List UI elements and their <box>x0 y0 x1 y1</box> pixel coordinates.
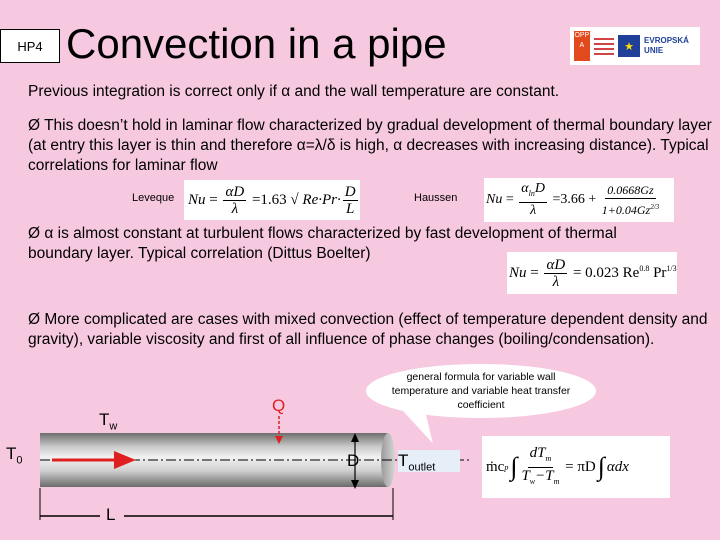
sponsor-logo <box>570 27 700 65</box>
wall-temperature-subscript: w <box>109 420 118 433</box>
bullet-turbulent: Ø α is almost constant at turbulent flows characterized by fast development of thermal boundary layer. Typical correlation (Dittus Boelter) <box>28 225 617 262</box>
heat-flow-label: Q <box>272 396 286 415</box>
slide-tag <box>0 29 60 63</box>
outlet-temperature-subscript: outlet <box>408 461 436 474</box>
inlet-temperature-label <box>6 444 23 466</box>
eu-flag-icon: ★ <box>618 35 640 57</box>
general-integral-formula: ṁc p ∫ $\frac{dT_m}{T_w-T_m}$ = πD ∫ αdx <box>482 436 670 498</box>
diameter-arrow-down-icon <box>351 480 359 489</box>
outlet-temperature-label <box>398 450 460 472</box>
intro-text: Previous integration is correct only if α and the wall temperature are constant. <box>28 83 560 100</box>
leveque-formula: Nu = $\frac{\alpha D}{\lambda}$ =1.63 √ Re·Pr· $\frac{D}{L}$ <box>184 180 360 220</box>
opp-lines-icon <box>594 38 614 55</box>
length-label: L <box>106 505 116 524</box>
callout-text: general formula for variable wall temperature and variable heat transfer coefficient <box>391 371 571 411</box>
diameter-label: D <box>347 451 360 470</box>
inlet-temperature-subscript: 0 <box>16 454 23 467</box>
slide-title: Convection in a pipe <box>66 20 447 67</box>
inlet-temperature-symbol: T <box>6 444 17 463</box>
slide-tag-text: HP4 <box>17 38 43 54</box>
diameter-arrow-up-icon <box>351 433 359 442</box>
wall-temperature-label <box>99 410 117 432</box>
eu-text: EVROPSKÁ UNIE <box>644 36 689 55</box>
heat-arrow-head-icon <box>275 436 283 444</box>
outlet-temperature-symbol: T <box>398 451 409 470</box>
haussen-label: Haussen <box>414 192 458 204</box>
bullet-laminar: Ø This doesn’t hold in laminar flow characterized by gradual development of thermal boundary layer (at entry this layer is thin and therefore α=λ/δ is high, α decreases with increasing distance). Typical correlations for laminar flow <box>28 117 712 174</box>
haussen-formula: Nu = $\frac{\alpha_{ln}D}{\lambda}$ =3.66 + $\frac{0.0668Gz}{1+0.04Gz^{2/3}}$ <box>484 178 674 222</box>
wall-temperature-symbol: T <box>99 410 110 429</box>
opp-logo-text: OPP A <box>574 32 590 49</box>
flow-arrow-head-icon <box>114 451 136 469</box>
bullet-mixed-convection: Ø More complicated are cases with mixed convection (effect of temperature dependent density and gravity), variable viscosity and first of all influence of phase changes (boiling/condensation). <box>28 311 708 348</box>
opp-logo-icon <box>574 31 590 61</box>
dittus-boelter-formula: Nu = $\frac{\alpha D}{\lambda}$ = 0.023 $Re^{0.8}$ $Pr^{1/3}$ <box>507 252 677 294</box>
leveque-label: Leveque <box>132 192 175 204</box>
